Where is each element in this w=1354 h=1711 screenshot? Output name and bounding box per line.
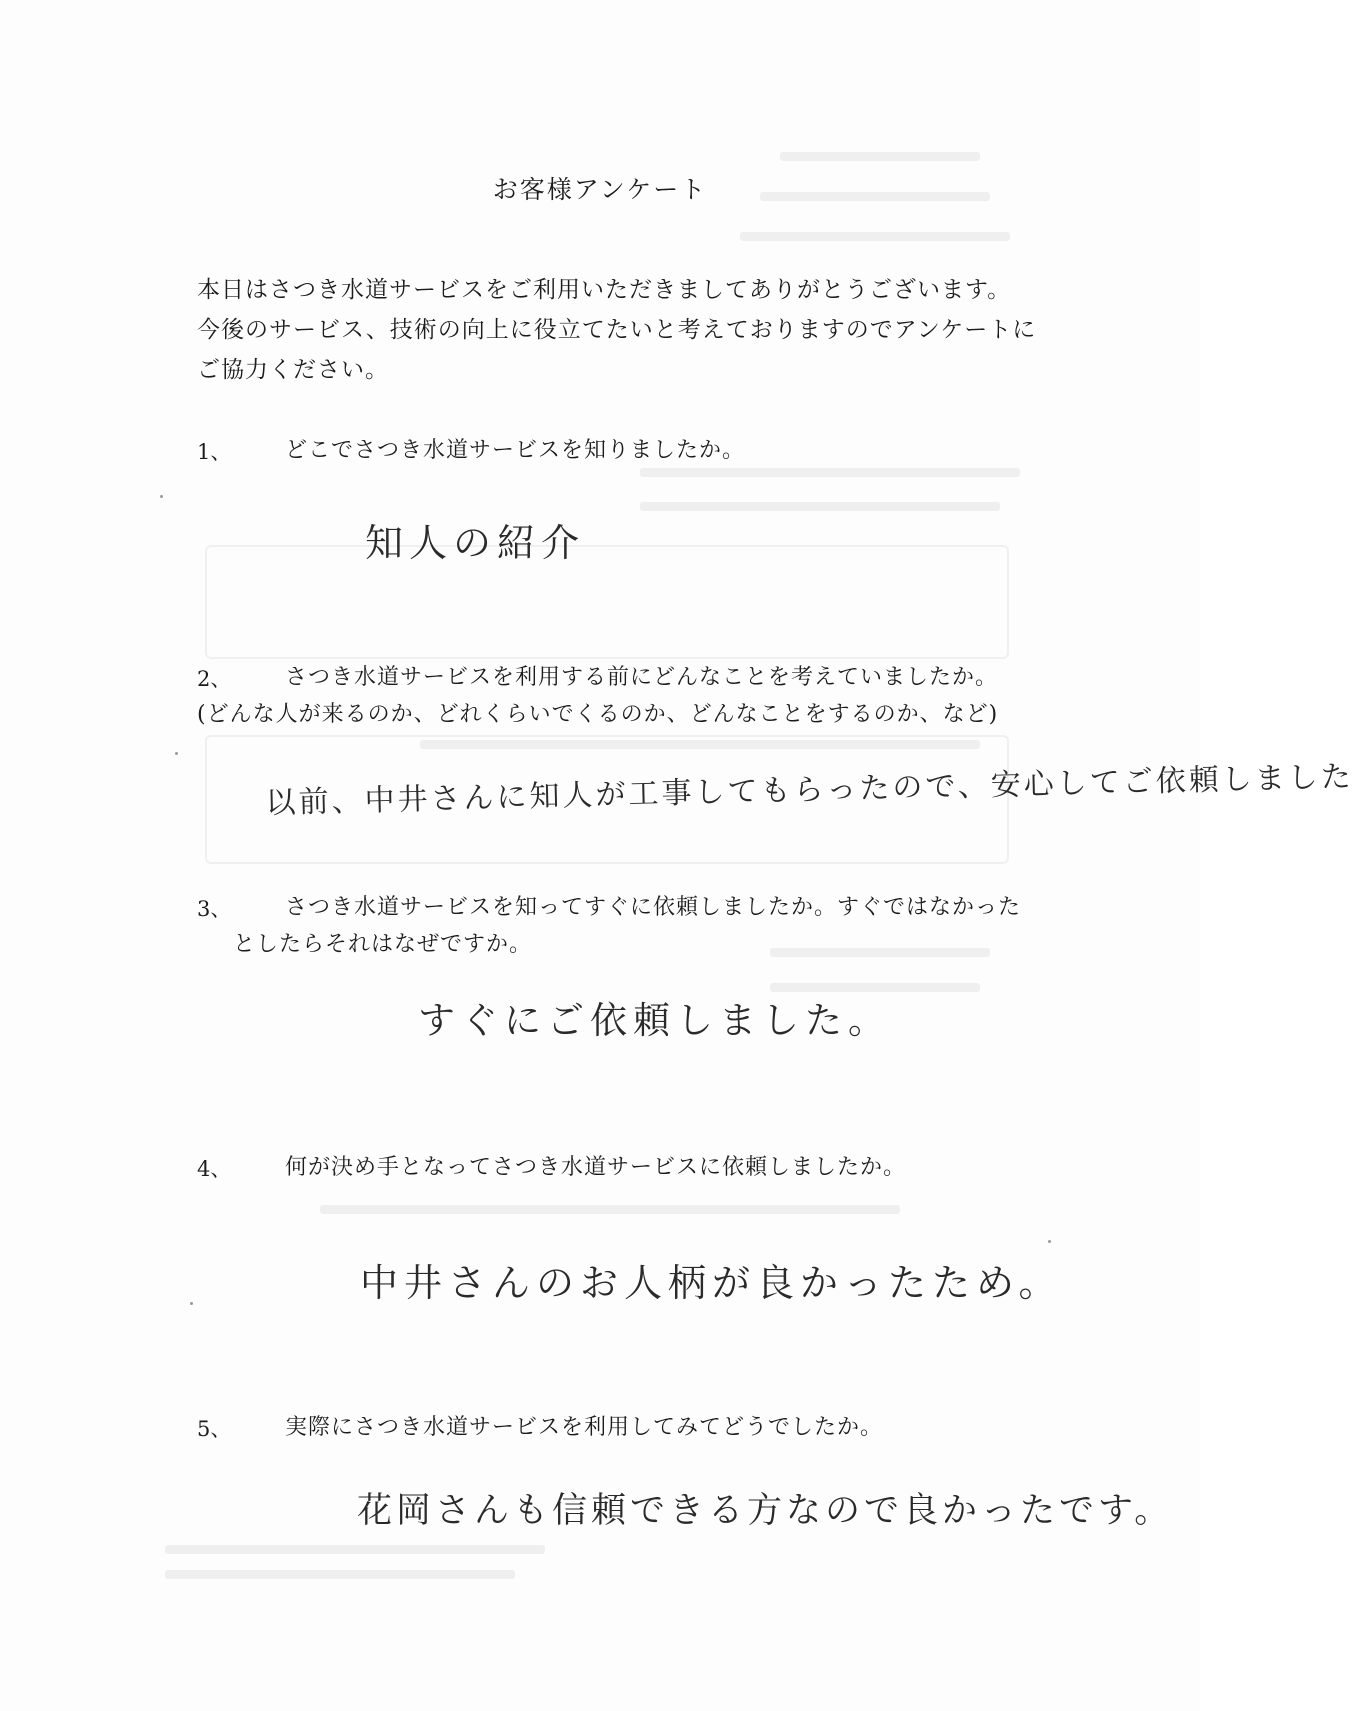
- question-4-number: 4、: [197, 1157, 232, 1181]
- intro-paragraph: [197, 270, 1036, 390]
- question-1-number: 1、: [197, 440, 232, 464]
- question-2-subtext: (どんな人が来るのか、どれくらいでくるのか、どんなことをするのか、など): [197, 702, 999, 727]
- intro-line: 今後のサービス、技術の向上に役立てたいと考えておりますのでアンケートに: [197, 317, 1037, 343]
- bleed-through-line: [770, 948, 990, 957]
- scan-speck: [190, 1302, 193, 1305]
- question-3-subtext: としたらそれはなぜですか。: [233, 932, 533, 957]
- scan-speck: [1048, 1240, 1051, 1243]
- question-5-text: 実際にさつき水道サービスを利用してみてどうでしたか。: [285, 1415, 884, 1440]
- bleed-through-line: [640, 468, 1020, 477]
- bleed-through-line: [740, 232, 1010, 241]
- answer-3-handwritten: すぐにご依頼しました。: [418, 999, 891, 1042]
- question-2-number: 2、: [197, 667, 232, 691]
- scan-speck: [160, 495, 163, 498]
- question-3-number: 3、: [197, 897, 232, 921]
- question-4-text: 何が決め手となってさつき水道サービスに依頼しましたか。: [285, 1155, 907, 1180]
- scan-speck: [175, 752, 178, 755]
- intro-line: ご協力ください。: [197, 357, 389, 383]
- bleed-through-box: [205, 545, 1009, 659]
- answer-5-handwritten: 花岡さんも信頼できる方なので良かったです。: [357, 1491, 1174, 1531]
- bleed-through-line: [320, 1205, 900, 1214]
- bleed-through-line: [165, 1545, 545, 1554]
- answer-4-handwritten: 中井さんのお人柄が良かったため。: [360, 1261, 1063, 1305]
- question-3-text: さつき水道サービスを知ってすぐに依頼しましたか。すぐではなかった: [285, 895, 1022, 920]
- question-1-text: どこでさつき水道サービスを知りましたか。: [285, 438, 746, 463]
- bleed-through-line: [640, 502, 1000, 511]
- question-5-number: 5、: [197, 1417, 232, 1441]
- page-title: お客様アンケート: [492, 175, 708, 204]
- intro-line: 本日はさつき水道サービスをご利用いただきましてありがとうございます。: [197, 277, 1012, 303]
- question-2-text: さつき水道サービスを利用する前にどんなことを考えていましたか。: [285, 665, 999, 690]
- answer-2-handwritten: 以前、中井さんに知人が工事してもらったので、安心してご依頼しました: [265, 759, 1354, 821]
- bleed-through-line: [780, 152, 980, 161]
- bleed-through-line: [165, 1570, 515, 1579]
- answer-1-handwritten: 知人の紹介: [365, 521, 586, 565]
